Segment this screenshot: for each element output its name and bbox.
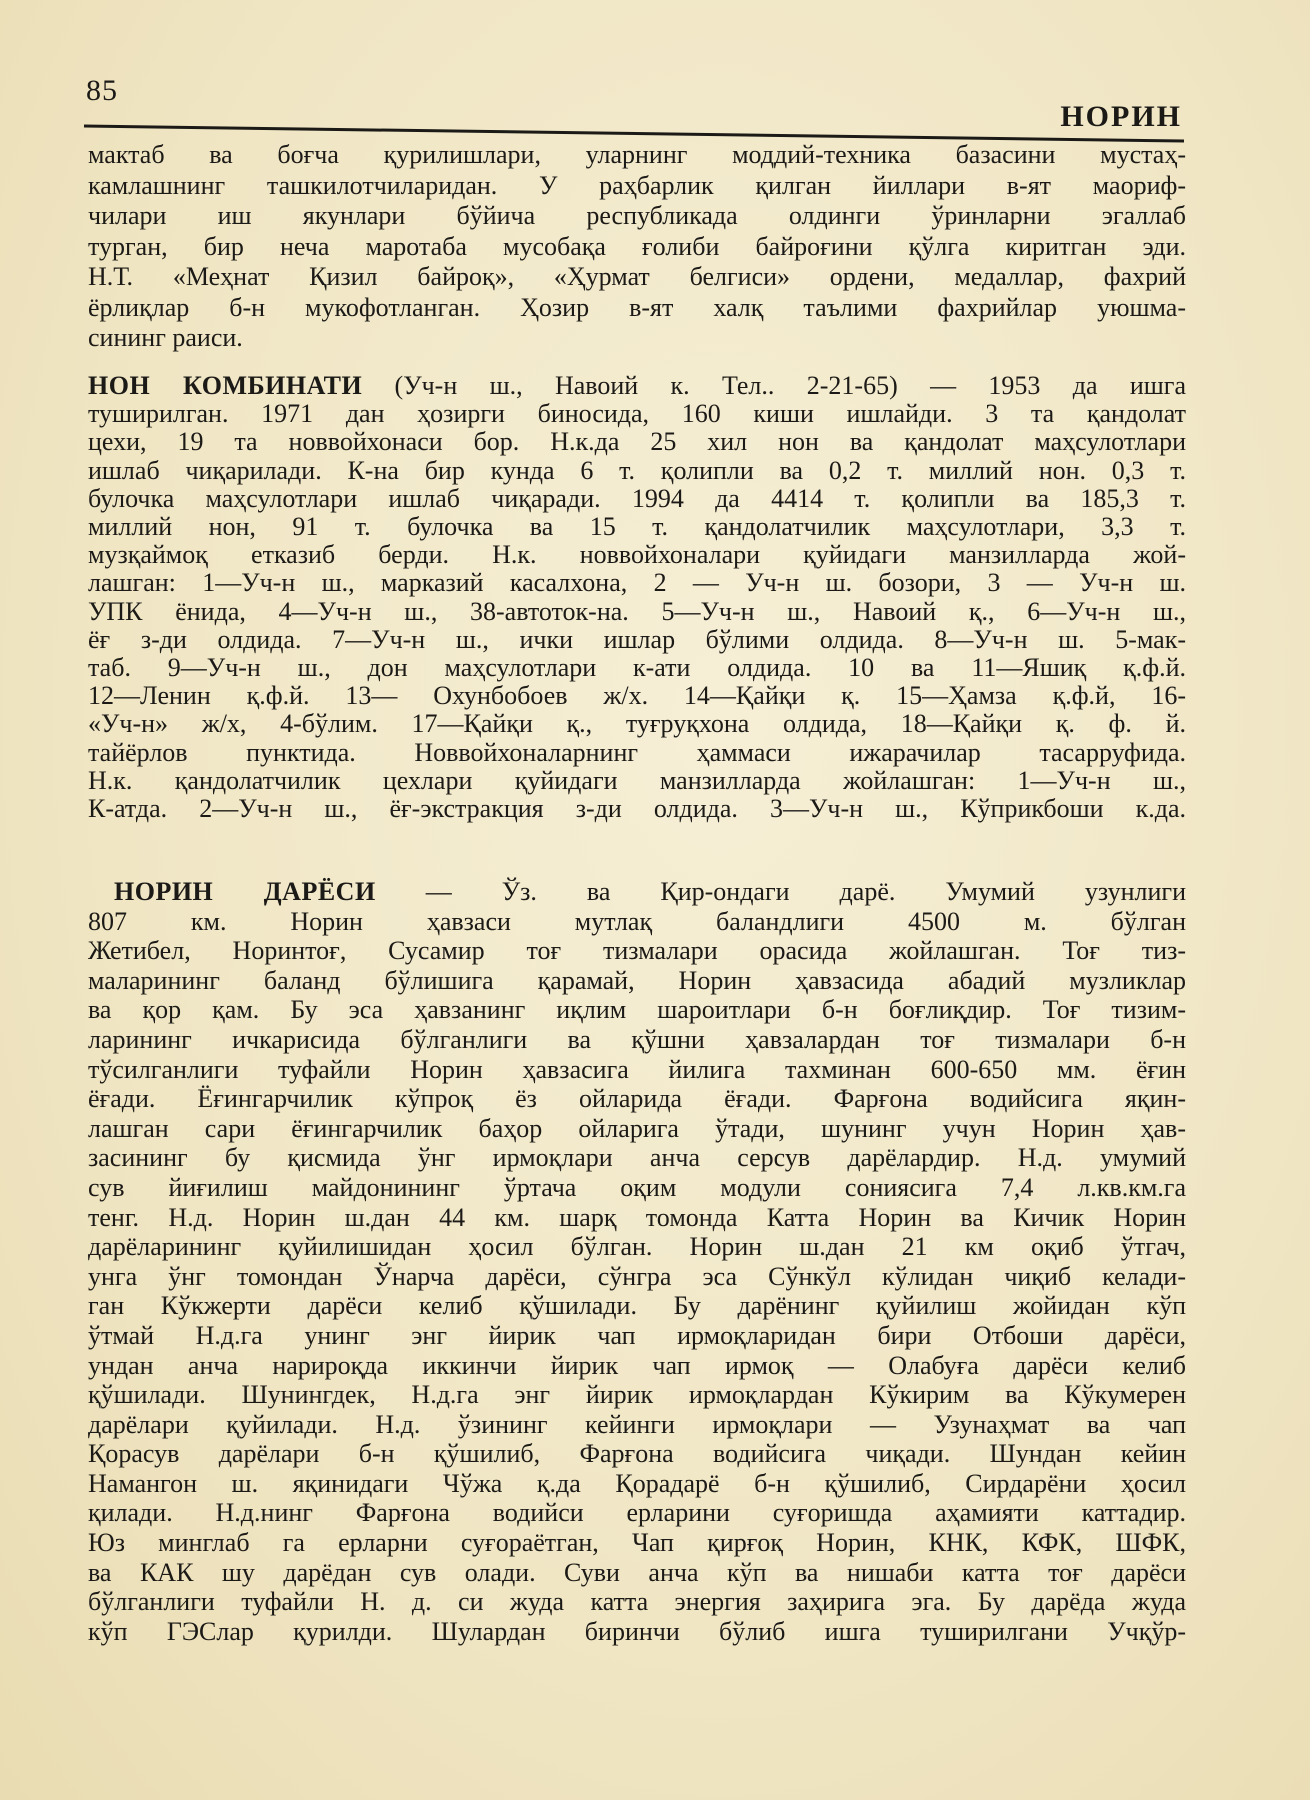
text-line: засининг бу қисмида ўнг ирмоқлари анча серсув дарёлардир. Н.д. умумий [88,1143,1186,1173]
text-line: лашган: 1—Уч-н ш., марказий касалхона, 2 — Уч-н ш. бозори, 3 — Уч-н ш. [88,568,1186,598]
text-line: УПК ёнида, 4—Уч-н ш., 38-автоток-на. 5—Уч-н ш., Навоий қ., 6—Уч-н ш., [88,596,1186,626]
text-line: ишлаб чиқарилади. К-на бир кунда 6 т. қолипли ва 0,2 т. миллий нон. 0,3 т. [88,455,1186,485]
text-line: Намангон ш. яқинидаги Чўжа қ.да Қорадарё б-н қўшилиб, Сирдарёни ҳосил [88,1468,1186,1498]
text-line: цехи, 19 та новвойхонаси бор. Н.к.да 25 хил нон ва қандолат маҳсулотлари [88,427,1186,457]
text-line: кўп ГЭСлар қурилди. Шулардан биринчи бўлиб ишга туширилгани Учқўр- [88,1616,1186,1646]
text-line: ёғади. Ёғингарчилик кўпроқ ёз ойларида ёғади. Фарғона водийсига яқин- [88,1084,1186,1114]
text-line: лашган сари ёғингарчилик баҳор ойларига ўтади, шунинг учун Норин ҳав- [88,1113,1186,1143]
text-line: булочка маҳсулотлари ишлаб чиқаради. 1994 да 4414 т. қолипли ва 185,3 т. [88,483,1186,513]
text-line: К-атда. 2—Уч-н ш., ёғ-экстракция з-ди олдида. 3—Уч-н ш., Кўприкбоши к.да. [88,794,1186,824]
text-line: Н.к. қандолатчилик цехлари қуйидаги манзилларда жойлашган: 1—Уч-н ш., [88,765,1186,795]
text-line: дарёларининг қуйилишидан ҳосил бўлган. Норин ш.дан 21 км оқиб ўтгач, [88,1232,1186,1262]
text-line: маларининг баланд бўлишига қарамай, Норин ҳавзасида абадий музликлар [88,965,1186,995]
text-line: ёғ з-ди олдида. 7—Уч-н ш., ички ишлар бўлими олдида. 8—Уч-н ш. 5-мак- [88,624,1186,654]
text-line: таб. 9—Уч-н ш., дон маҳсулотлари к-ати олдида. 10 ва 11—Яшиқ қ.ф.й. [88,653,1186,683]
text-line: ундан анча нарироқда иккинчи йирик чап ирмоқ — Олабуға дарёси келиб [88,1350,1186,1380]
text-line: «Уч-н» ж/х, 4-бўлим. 17—Қайқи қ., туғруқхона олдида, 18—Қайқи қ. ф. й. [88,709,1186,739]
text-line: Қорасув дарёлари б-н қўшилиб, Фарғона водийсига чиқади. Шундан кейин [88,1439,1186,1469]
text-line: туширилган. 1971 дан ҳозирги биносида, 160 киши ишлайди. 3 та қандолат [88,399,1186,429]
entry-continuation [88,140,1186,354]
text-line: 807 км. Норин ҳавзаси мутлақ баландлиги 4500 м. бўлган [88,906,1186,936]
text-line: сув йиғилиш майдонининг ўртача оқим модули сониясига 7,4 л.кв.км.га [88,1172,1186,1202]
entry-non-kombinati [88,372,1186,823]
text-line: Н.Т. «Меҳнат Қизил байроқ», «Ҳурмат белгиси» ордени, медаллар, фахрий [88,262,1186,291]
text-line: тўсилганлиги туфайли Норин ҳавзасига йилига тахминан 600-650 мм. ёғин [88,1054,1186,1084]
text-line: турган, бир неча маротаба мусобақа ғолиби байроғини қўлга киритган эди. [88,231,1186,261]
text-line: тайёрлов пунктида. Новвойхоналарнинг ҳаммаси ижарачилар тасарруфида. [88,737,1186,767]
text-line: мактаб ва боғча қурилишлари, уларнинг моддий-техника базасини мустаҳ- [88,140,1186,169]
text-line: музқаймоқ етказиб берди. Н.к. новвойхоналари қуйидаги манзилларда жой- [88,540,1186,570]
text-line: 12—Ленин қ.ф.й. 13— Охунбобоев ж/х. 14—Қайқи қ. 15—Ҳамза қ.ф.й, 16- [88,681,1186,711]
text-line: ва КАК шу дарёдан сув олади. Суви анча кўп ва нишаби катта тоғ дарёси [88,1557,1186,1587]
text-line: Жетибел, Норинтоғ, Сусамир тоғ тизмалари орасида жойлашган. Тоғ тиз- [88,936,1186,966]
running-head: НОРИН [1060,100,1182,133]
text-line: чилари иш якунлари бўйича республикада олдинги ўринларни эгаллаб [88,201,1186,230]
text-line: тенг. Н.д. Норин ш.дан 44 км. шарқ томонда Катта Норин ва Кичик Норин [88,1202,1186,1232]
text-line: унга ўнг томондан Ўнарча дарёси, сўнгра эса Сўнкўл кўлидан чиқиб келади- [88,1261,1186,1291]
text-line: бўлганлиги туфайли Н. д. си жуда катта энергия заҳирига эга. Бу дарёда жуда [88,1587,1186,1617]
text-line: қўшилади. Шунингдек, Н.д.га энг йирик ирмоқлардан Кўкирим ва Кўкумерен [88,1380,1186,1410]
text-line: сининг раиси. [88,323,243,352]
text-line: камлашнинг ташкилотчиларидан. У раҳбарлик қилган йиллари в-ят маориф- [88,170,1186,200]
text-line-rest: (Уч-н ш., Навоий к. Тел.. 2-21-65) — 1953 да ишга [394,371,1186,400]
text-line: ларининг ичкарисида бўлганлиги ва қўшни ҳавзалардан тоғ тизмалари б-н [88,1024,1186,1054]
text-line-rest: — Ўз. ва Қир-ондаги дарё. Умумий узунлиги [425,877,1186,906]
text-line: қилади. Н.д.нинг Фарғона водийси ерларини суғоришда аҳамияти каттадир. [88,1498,1186,1528]
entry-headword: НОРИН ДАРЁСИ [114,877,376,906]
text-line: ўтмай Н.д.га унинг энг йирик чап ирмоқларидан бири Отбоши дарёси, [88,1320,1186,1350]
entry-norin-daryosi [88,877,1186,1646]
text-line [88,877,1186,907]
text-line: ва қор қам. Бу эса ҳавзанинг иқлим шароитлари б-н боғлиқдир. Тоғ тизим- [88,995,1186,1025]
page-number: 85 [86,74,118,107]
entry-headword: НОН КОМБИНАТИ [88,371,363,400]
text-line: ган Кўкжерти дарёси келиб қўшилади. Бу дарёнинг қуйилиш жойидан кўп [88,1291,1186,1321]
text-line: Юз минглаб га ерларни суғораётган, Чап қирғоқ Норин, КНК, КФК, ШФК, [88,1528,1186,1558]
text-line: миллий нон, 91 т. булочка ва 15 т. қандолатчилик маҳсулотлари, 3,3 т. [88,512,1186,542]
text-line [88,372,1186,400]
text-line: дарёлари қуйилади. Н.д. ўзининг кейинги ирмоқлари — Узунаҳмат ва чап [88,1409,1186,1439]
text-line: ёрлиқлар б-н мукофотланган. Ҳозир в-ят халқ таълими фахрийлар уюшма- [88,292,1186,322]
